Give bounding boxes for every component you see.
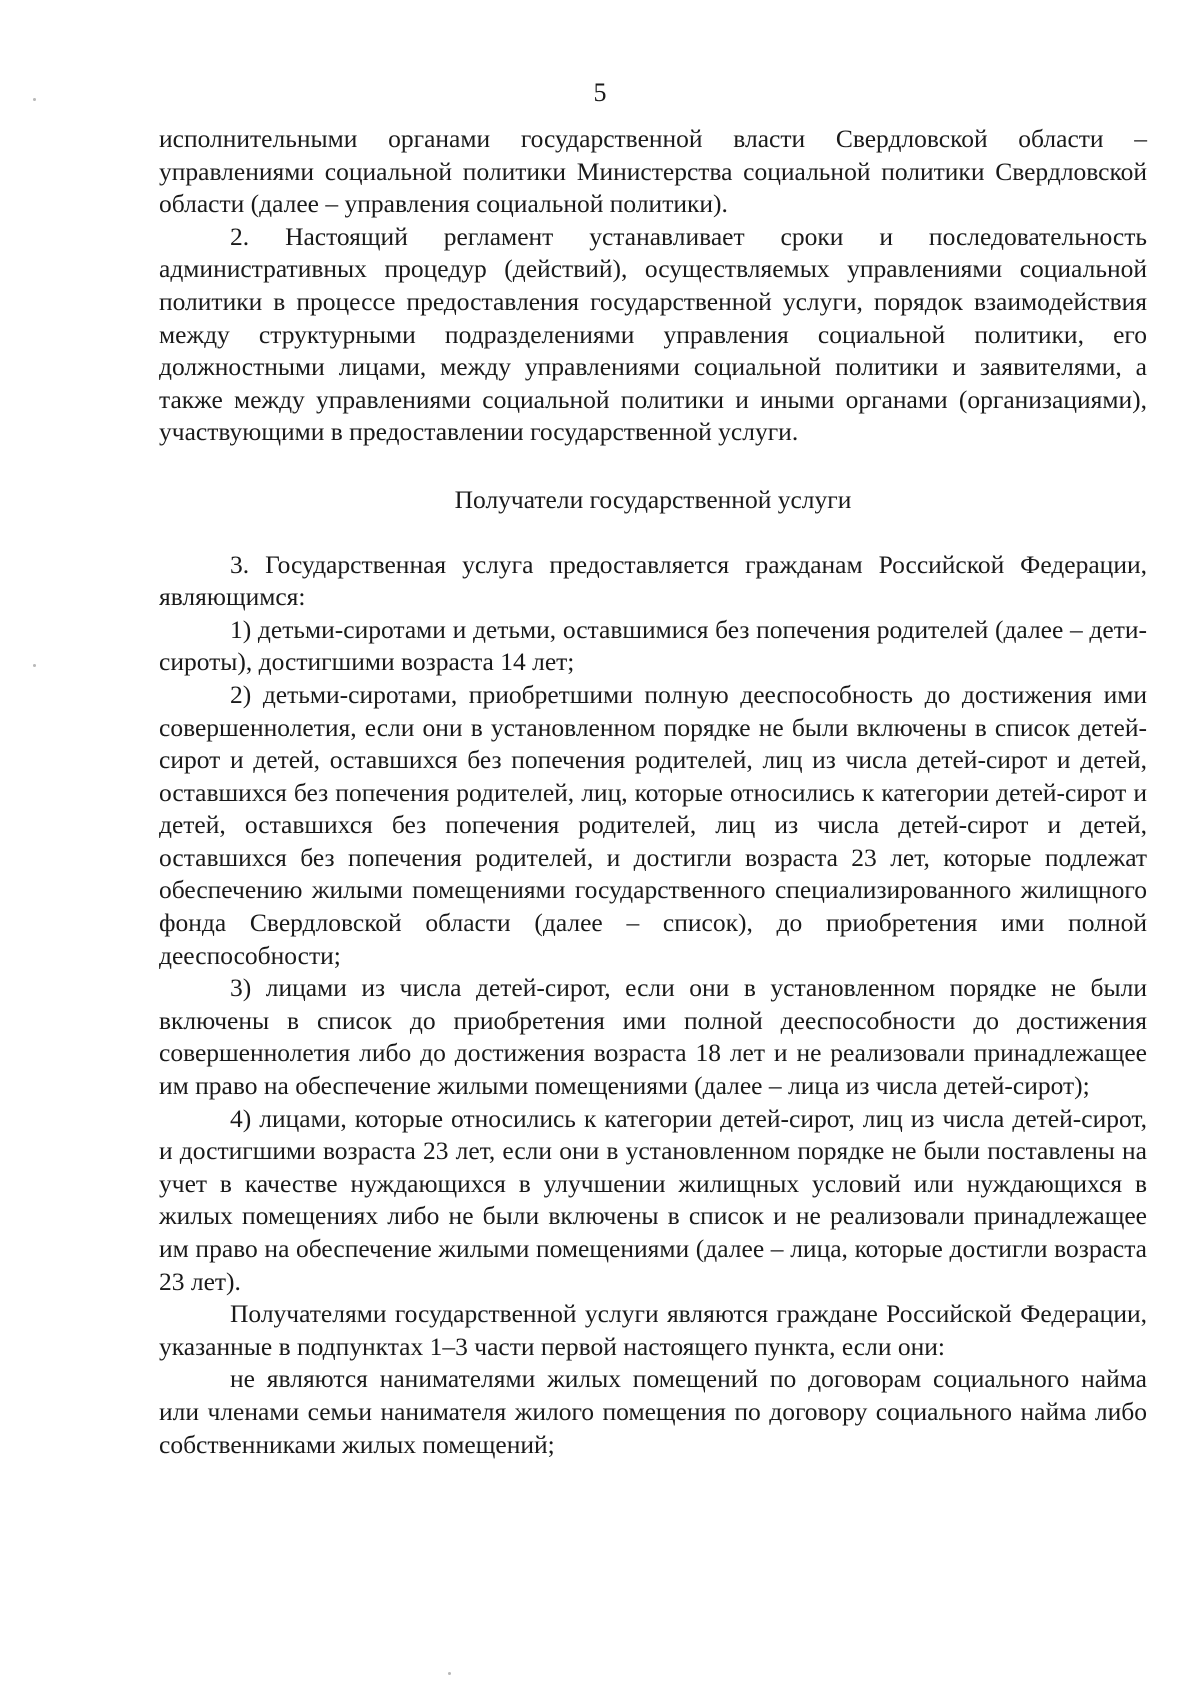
list-item-3: 3) лицами из числа детей-сирот, если они в установленном порядке не были включены в список до приобретения ими полной дееспособности до достижения совершеннолетия либо до достижения возраста 18 лет и не реализовали принадлежащее им право на обеспечение жилыми помещениями (далее – лица из числа детей-сирот); bbox=[159, 973, 1147, 1101]
scan-artifact-dot bbox=[448, 1672, 451, 1675]
paragraph-clause-2: 2. Настоящий регламент устанавливает сроки и последовательность административных процедур (действий), осуществляемых управлениями социальной политики в процессе предоставления государственной услуги, порядок взаимодействия между структурными подразделениями управления социальной политики, его должностными лицами, между управлениями социальной политики и заявителями, а также между управлениями социальной политики и иными органами (организациями), участвующими в предоставлении государственной услуги. bbox=[159, 221, 1147, 447]
paragraph-continuation: исполнительными органами государственной власти Свердловской области – управлениями социальной политики Министерства социальной политики Свердловской области (далее – управления социальной политики). bbox=[159, 124, 1147, 219]
paragraph-recipients: Получателями государственной услуги являются граждане Российской Федерации, указанные в подпунктах 1–3 части первой настоящего пункта, если они: bbox=[159, 1299, 1147, 1361]
list-item-2: 2) детьми-сиротами, приобретшими полную дееспособность до достижения ими совершеннолетия, если они в установленном порядке не были включены в список детей-сирот и детей, оставшихся без попечения родителей, лиц из числа детей-сирот и детей, оставшихся без попечения родителей, лиц, которые относились к категории детей-сирот и детей, оставшихся без попечения родителей, лиц из числа детей-сирот и детей, оставшихся без попечения родителей, и достигли возраста 23 лет, которые подлежат обеспечению жилыми помещениями государственного специализированного жилищного фонда Свердловской области (далее – список), до приобретения ими полной дееспособности; bbox=[159, 679, 1147, 970]
list-item-4: 4) лицами, которые относились к категории детей-сирот, лиц из числа детей-сирот, и достигшими возраста 23 лет, если они в установленном порядке не были поставлены на учет в качестве нуждающихся в улучшении жилищных условий или нуждающихся в жилых помещениях либо не были включены в список и не реализовали принадлежащее им право на обеспечение жилыми помещениями (далее – лица, которые достигли возраста 23 лет). bbox=[159, 1103, 1147, 1296]
paragraph-clause-3: 3. Государственная услуга предоставляется гражданам Российской Федерации, являющимся: bbox=[159, 549, 1147, 612]
scan-artifact-dot bbox=[33, 664, 36, 667]
list-item-1: 1) детьми-сиротами и детьми, оставшимися без попечения родителей (далее – дети-сироты), достигшими возраста 14 лет; bbox=[159, 614, 1147, 677]
document-body bbox=[159, 123, 1147, 1461]
page-number: 5 bbox=[593, 78, 607, 107]
paragraph-condition: не являются нанимателями жилых помещений по договорам социального найма или членами семьи нанимателя жилого помещения по договору социального найма либо собственниками жилых помещений; bbox=[159, 1364, 1147, 1459]
section-heading: Получатели государственной услуги bbox=[454, 484, 852, 514]
scan-artifact-dot bbox=[33, 98, 36, 101]
